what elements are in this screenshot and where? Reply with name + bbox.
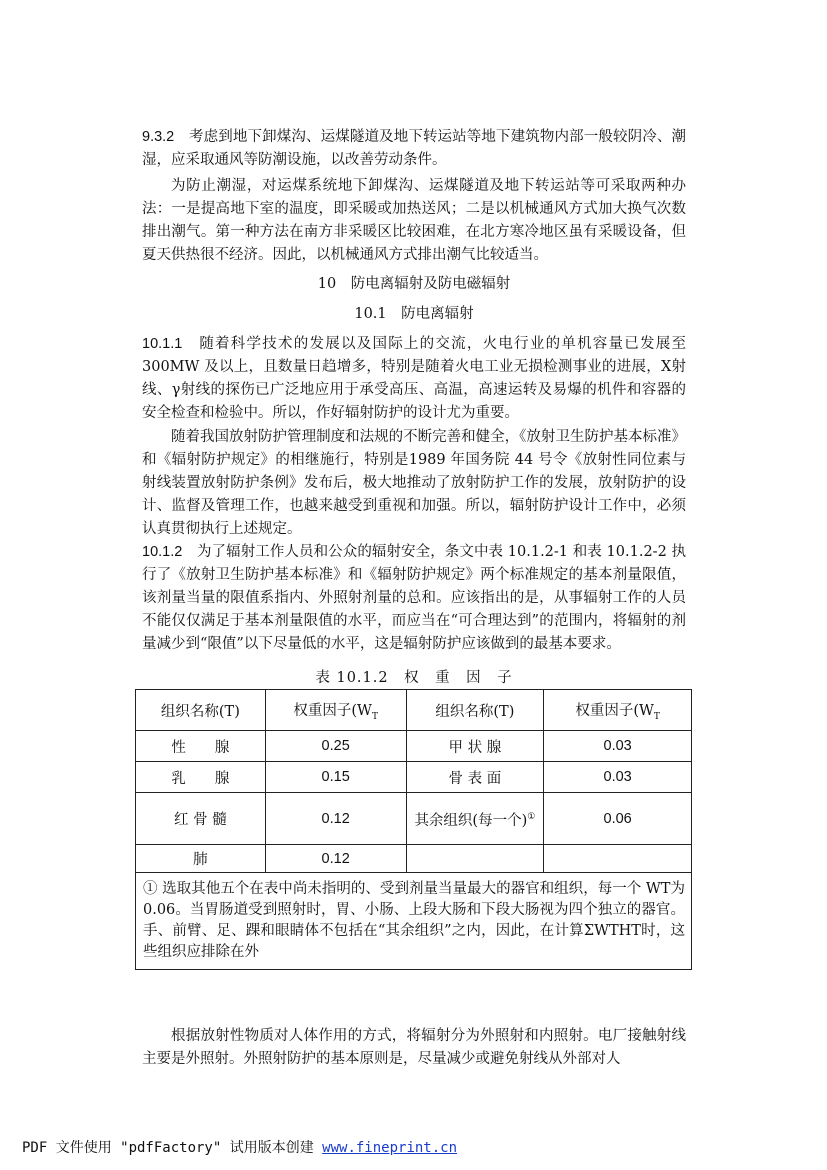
paragraph-moisture: 为防止潮湿，对运煤系统地下卸煤沟、运煤隧道及地下转运站等可采取两种办法：一是提高地下室的温度，即采暖或加热送风；二是以机械通风方式加大换气次数排出潮气。第一种方法在南方非采暖区比较困难，在北方寒冷地区虽有采暖设备，但夏天供热很不经济。因此，以机械通风方式排出潮气比较适当。 (142, 178, 686, 263)
footer-link[interactable]: www.fineprint.cn (322, 1140, 458, 1156)
table-cell: 0.12 (265, 845, 406, 873)
table-cell: 0.03 (544, 731, 692, 762)
header-cell: 权重因子($W_T$ (544, 690, 692, 731)
table-cell: 甲 状 腺 (406, 731, 544, 762)
table-row (136, 762, 692, 793)
section-9-3-2 (142, 126, 686, 172)
table-row (136, 793, 692, 845)
table-cell: 0.03 (544, 762, 692, 793)
header-cell: 组织名称(T) (406, 690, 544, 731)
table-row (136, 731, 692, 762)
pdf-footer (22, 1137, 457, 1157)
table-caption: 表 10.1.2 权 重 因 子 (315, 670, 513, 686)
table-footnote: ① 选取其他五个在表中尚未指明的、受到剂量当量最大的器官和组织，每一个 WT为 0.06。当胃肠道受到照射时，胃、小肠、上段大肠和下段大肠视为四个独立的器官。手、前臂、足、踝和眼睛体不包括在“其余组织”之内，因此，在计算ΣWTHT时，这些组织应排除在外 (136, 873, 692, 970)
table-cell (544, 845, 692, 873)
section-number: 10.1.1 (142, 336, 183, 352)
section-10-1-2 (142, 541, 686, 656)
chapter-title: 10 防电离辐射及防电磁辐射 (317, 276, 511, 292)
section-text: 随着科学技术的发展以及国际上的交流，火电行业的单机容量已发展至300MW 及以上，且数量日趋增多，特别是随着火电工业无损检测事业的进展，X射线、γ射线的探伤已广泛地应用于承受高压、高温，高速运转及易爆的机件和容器的安全检查和检验中。所以，作好辐射防护的设计尤为重要。 (142, 336, 687, 421)
table-cell: 0.25 (265, 731, 406, 762)
table-cell: 0.12 (265, 793, 406, 845)
table-cell (406, 845, 544, 873)
table-cell: 其余组织(每一个)① (406, 793, 544, 845)
header-cell: 权重因子($W_T$ (265, 690, 406, 731)
paragraph-external-radiation: 根据放射性物质对人体作用的方式，将辐射分为外照射和内照射。电厂接触射线主要是外照射。外照射防护的基本原则是，尽量减少或避免射线从外部对人 (142, 1028, 686, 1067)
weighting-factor-table (135, 689, 692, 970)
table-cell: 骨 表 面 (406, 762, 544, 793)
header-cell: 组织名称(T) (136, 690, 266, 731)
table-cell: 性 腺 (136, 731, 266, 762)
section-number: 9.3.2 (142, 129, 175, 145)
section-text: 为了辐射工作人员和公众的辐射安全，条文中表 10.1.2-1 和表 10.1.2-2 执行了《放射卫生防护基本标准》和《辐射防护规定》两个标准规定的基本剂量限值，该剂量当量的限值系指内、外照射剂量的总和。应该指出的是，从事辐射工作的人员不能仅仅满足于基本剂量限值的水平，而应当在“可合理达到”的范围内，将辐射的剂量减少到“限值”以下尽量低的水平，这是辐射防护应该做到的最基本要求。 (142, 544, 686, 652)
table-row (136, 845, 692, 873)
section-title: 10.1 防电离辐射 (354, 306, 474, 322)
table-cell: 肺 (136, 845, 266, 873)
section-number: 10.1.2 (142, 544, 183, 560)
table-cell: 红 骨 髓 (136, 793, 266, 845)
table-header-row (136, 690, 692, 731)
section-10-1-1 (142, 333, 686, 425)
table-cell: 0.15 (265, 762, 406, 793)
footer-text: PDF 文件使用 "pdfFactory" 试用版本创建 (22, 1140, 323, 1156)
table-cell: 0.06 (544, 793, 692, 845)
table-footnote-row (136, 873, 692, 970)
paragraph-regulations: 随着我国放射防护管理制度和法规的不断完善和健全，《放射卫生防护基本标准》和《辐射防护规定》的相继施行，特别是1989 年国务院 44 号令《放射性同位素与射线装置放射防护条例》发布后，极大地推动了放射防护工作的发展，放射防护的设计、监督及管理工作，也越来越受到重视和加强。所以，辐射防护设计工作中，必须认真贯彻执行上述规定。 (142, 429, 686, 537)
footnote-marker: ① (527, 811, 536, 822)
section-text: 考虑到地下卸煤沟、运煤隧道及地下转运站等地下建筑物内部一般较阴冷、潮湿，应采取通风等防潮设施，以改善劳动条件。 (142, 129, 687, 168)
table-cell: 乳 腺 (136, 762, 266, 793)
